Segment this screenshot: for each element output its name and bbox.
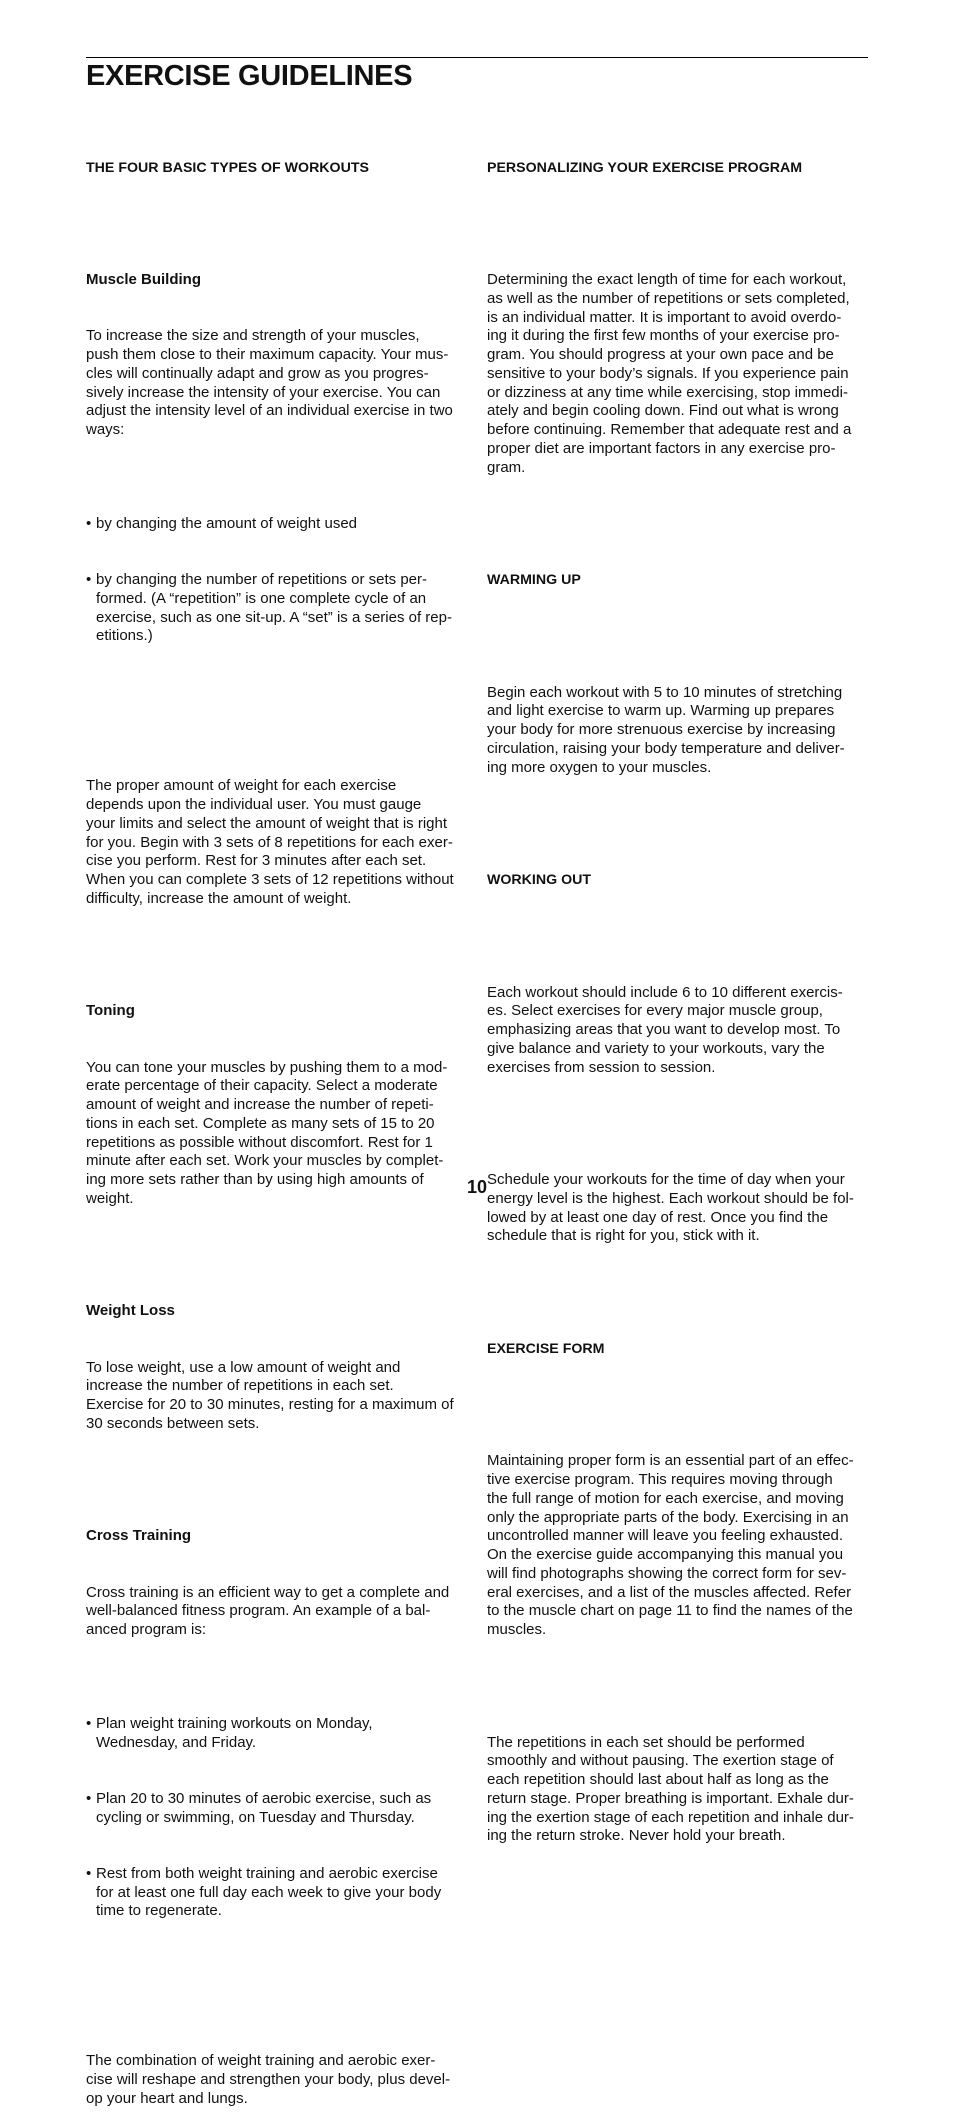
list-item: • by changing the number of repetitions or sets per- formed. (A “repetition” is one complete cycle of an exercise, such as one sit-up. A “set” is a series of rep- etitions.) [86,571,468,646]
personalizing-heading: PERSONALIZING YOUR EXERCISE PROGRAM [487,159,803,176]
muscle-building-list [86,477,468,683]
cross-training-title: Cross Training [86,1527,192,1545]
exercise-form-heading: EXERCISE FORM [487,1340,605,1357]
weight-loss-title: Weight Loss [86,1302,175,1320]
muscle-building-title: Muscle Building [86,271,202,288]
weight-loss-text: To lose weight, use a low amount of weight and increase the number of repetitions in each set. Exercise for 20 to 30 minutes, resting for a maximum of 30 seconds between sets. [86,1358,454,1432]
page-title: EXERCISE GUIDELINES [86,60,413,92]
exercise-form-text: Maintaining proper form is an essential part of an effec- tive exercise program. This requires moving through the full range of motion for each exercise, and moving only the appropriate parts of the body. Exercising in an uncontrolled manner will leave you feeling exhausted. On the exercise guide accompanying this manual you will find photographs showing the correct form for sev- eral exercises, and a list of the muscles affected. Refer to the muscle chart on page 11 to find the names of the muscles. [487,1452,854,1638]
toning-text: You can tone your muscles by pushing them to a mod- erate percentage of their capacity. Select a moderate amount of weight and increase the number of repeti- tions in each set. Complete as many sets of 15 to 20 repetitions as possible without discomfort. Rest for 1 minute after each set. Work your muscles by complet- ing more sets rather than by using high amounts of weight. [86,1058,448,1207]
warming-up-heading: WARMING UP [487,572,581,588]
exercise-form-breathing-text: The repetitions in each set should be performed smoothly and without pausing. The exertion stage of each repetition should last about half as long as the return stage. Proper breathing is important. Exhale dur- ing the exertion stage of each repetition and inhale dur- ing the return stroke. Never hold your breath. [487,1733,854,1845]
list-item: • by changing the amount of weight used [86,515,468,534]
list-item: • Rest from both weight training and aerobic exercise for at least one full day each week to give your body time to regenerate. [86,1865,468,1921]
working-out-text: Each workout should include 6 to 10 different exercis- es. Select exercises for every major muscle group, emphasizing areas that you want to develop most. To give balance and variety to your workouts, vary the exercises from session to session. [487,983,843,1076]
personalizing-text: Determining the exact length of time for each workout, as well as the number of repetitions or sets completed, is an individual matter. It is important to avoid overdo- ing it during the first few months of your exercise pro- gram. You should progress at your own pace and be sensitive to your body’s signals. If you experience pain or dizziness at any time while exercising, stop immedi- ately and begin cooling down. Find out what is wrong before continuing. Remember that adequate rest and a proper diet are important factors in any exercise pro- gram. [487,271,852,476]
toning-title: Toning [86,1002,135,1020]
list-item: • Plan 20 to 30 minutes of aerobic exercise, such as cycling or swimming, on Tuesday and Thursday. [86,1790,468,1828]
muscle-building-weight-text: The proper amount of weight for each exercise depends upon the individual user. You must gauge your limits and select the amount of weight that is right for you. Begin with 3 sets of 8 repetitions for each exer- cise you perform. Rest for 3 minutes after each set. When you can complete 3 sets of 12 repetitions without difficulty, increase the amount of weight. [86,777,454,907]
muscle-building-text: To increase the size and strength of your muscles, push them close to their maximum capacity. Your mus- cles will continually adapt and grow as you progres- sively increase the intensity of your exercise. You can adjust the intensity level of an individual exercise in two ways: [86,327,453,438]
four-basic-types-heading: THE FOUR BASIC TYPES OF WORKOUTS [86,159,369,176]
warming-up-text: Begin each workout with 5 to 10 minutes of stretching and light exercise to warm up. Warming up prepares your body for more strenuous exercise by increasing circulation, raising your body temperature and deliver- ing more oxygen to your muscles. [487,683,845,776]
list-item: • Plan weight training workouts on Monday, Wednesday, and Friday. [86,1715,468,1753]
cross-training-list [86,1677,468,1958]
left-column [86,121,468,2127]
working-out-heading: WORKING OUT [487,872,592,888]
cross-training-text: Cross training is an efficient way to get a complete and well-balanced fitness program. An example of a bal- anced program is: [86,1583,450,1638]
right-column [487,121,868,1865]
working-out-schedule-text: Schedule your workouts for the time of day when your energy level is the highest. Each workout should be fol- lowed by at least one day of rest. Once you find the schedule that is right for you, stick with it. [487,1171,854,1245]
cross-training-summary: The combination of weight training and aerobic exer- cise will reshape and strengthen your body, plus devel- op your heart and lungs. [86,2052,451,2107]
title-rule [86,57,868,58]
page-number: 10 [466,1177,488,1197]
